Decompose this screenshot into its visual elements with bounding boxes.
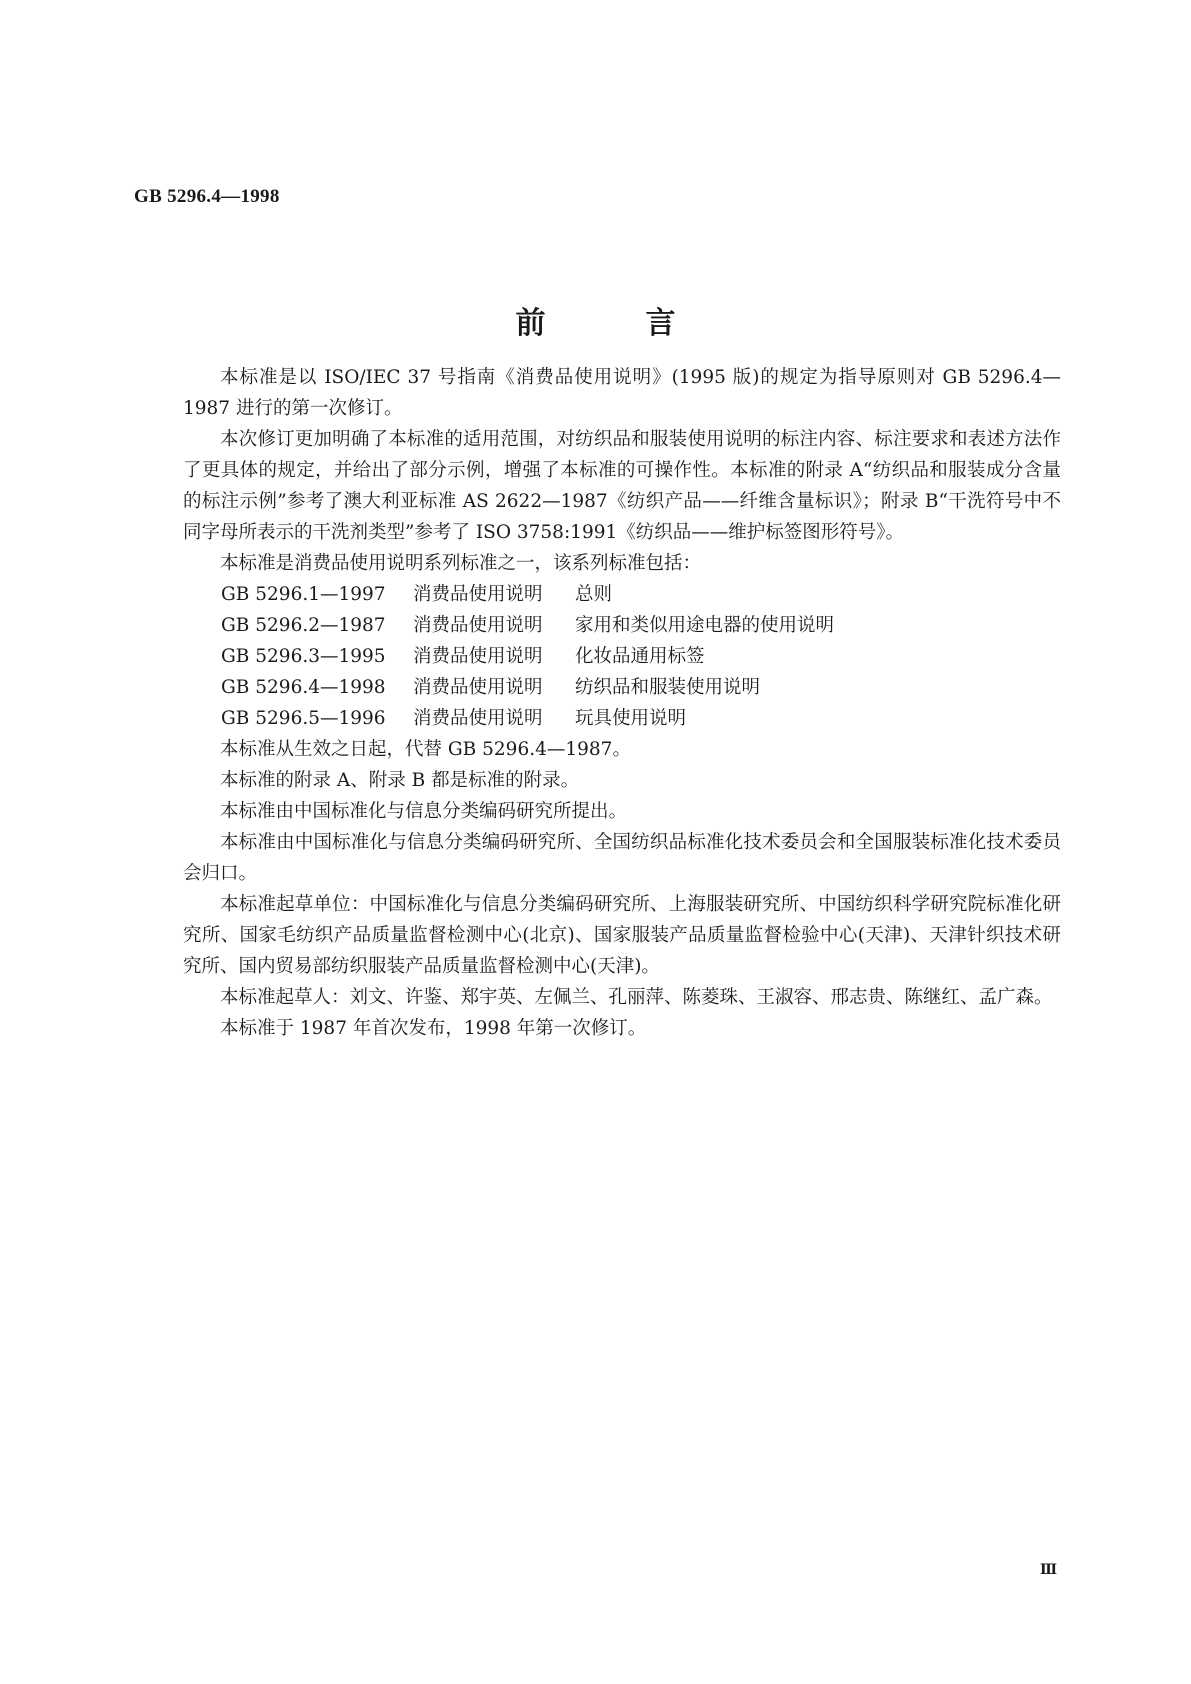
list-item	[221, 672, 1061, 703]
paragraph-9: 本标准起草人：刘文、许鉴、郑宇英、左佩兰、孔丽萍、陈菱珠、王淑容、邢志贵、陈继红、孟广森。	[220, 987, 1053, 1008]
standard-category: 消费品使用说明	[413, 677, 543, 698]
standard-subject: 玩具使用说明	[575, 708, 687, 729]
title-char-2: 言	[645, 306, 676, 341]
standard-subject: 家用和类似用途电器的使用说明	[575, 615, 835, 636]
list-item	[221, 579, 1061, 610]
standard-code: GB 5296.4—1998	[221, 677, 386, 698]
standard-subject: 总则	[575, 584, 613, 605]
paragraph-4: 本标准从生效之日起，代替 GB 5296.4—1987。	[220, 739, 631, 760]
paragraph-5: 本标准的附录 A、附录 B 都是标准的附录。	[220, 770, 580, 791]
list-item	[221, 703, 1061, 734]
paragraph-2: 本次修订更加明确了本标准的适用范围，对纺织品和服装使用说明的标注内容、标注要求和表述方法作了更具体的规定，并给出了部分示例，增强了本标准的可操作性。本标准的附录 A“纺织品和服装成分含量的标注示例”参考了澳大利亚标准 AS 2622—1987《纺织产品——纤维含量标识》；附录 B“干洗符号中不同字母所表示的干洗剂类型”参考了 ISO 3758:1991《纺织品——维护标签图形符号》。	[183, 429, 1061, 543]
standard-subject: 化妆品通用标签	[575, 646, 705, 667]
standard-category: 消费品使用说明	[413, 615, 543, 636]
standard-category: 消费品使用说明	[413, 708, 543, 729]
title-char-1: 前	[515, 306, 546, 341]
standard-code: GB 5296.1—1997	[221, 584, 386, 605]
standard-subject: 纺织品和服装使用说明	[575, 677, 761, 698]
paragraph-10: 本标准于 1987 年首次发布，1998 年第一次修订。	[220, 1018, 647, 1039]
standard-code: GB 5296.5—1996	[221, 708, 386, 729]
foreword-body	[183, 362, 1061, 1044]
standard-category: 消费品使用说明	[413, 646, 543, 667]
standard-code: GB 5296.2—1987	[221, 615, 386, 636]
paragraph-6: 本标准由中国标准化与信息分类编码研究所提出。	[220, 801, 628, 822]
list-item	[221, 641, 1061, 672]
standard-code: GB 5296.3—1995	[221, 646, 386, 667]
standard-number: GB 5296.4—1998	[134, 186, 280, 207]
standard-category: 消费品使用说明	[413, 584, 543, 605]
paragraph-3: 本标准是消费品使用说明系列标准之一，该系列标准包括：	[220, 553, 702, 574]
page-number: Ⅲ	[1040, 1563, 1058, 1578]
paragraph-8: 本标准起草单位：中国标准化与信息分类编码研究所、上海服装研究所、中国纺织科学研究院标准化研究所、国家毛纺织产品质量监督检测中心(北京)、国家服装产品质量监督检验中心(天津)、天津针织技术研究所、国内贸易部纺织服装产品质量监督检测中心(天津)。	[183, 894, 1061, 977]
page-title	[0, 298, 1191, 342]
list-item	[221, 610, 1061, 641]
series-standards-list	[183, 579, 1061, 734]
paragraph-7: 本标准由中国标准化与信息分类编码研究所、全国纺织品标准化技术委员会和全国服装标准化技术委员会归口。	[183, 832, 1061, 884]
paragraph-1: 本标准是以 ISO/IEC 37 号指南《消费品使用说明》(1995 版)的规定为指导原则对 GB 5296.4—1987 进行的第一次修订。	[183, 367, 1061, 419]
